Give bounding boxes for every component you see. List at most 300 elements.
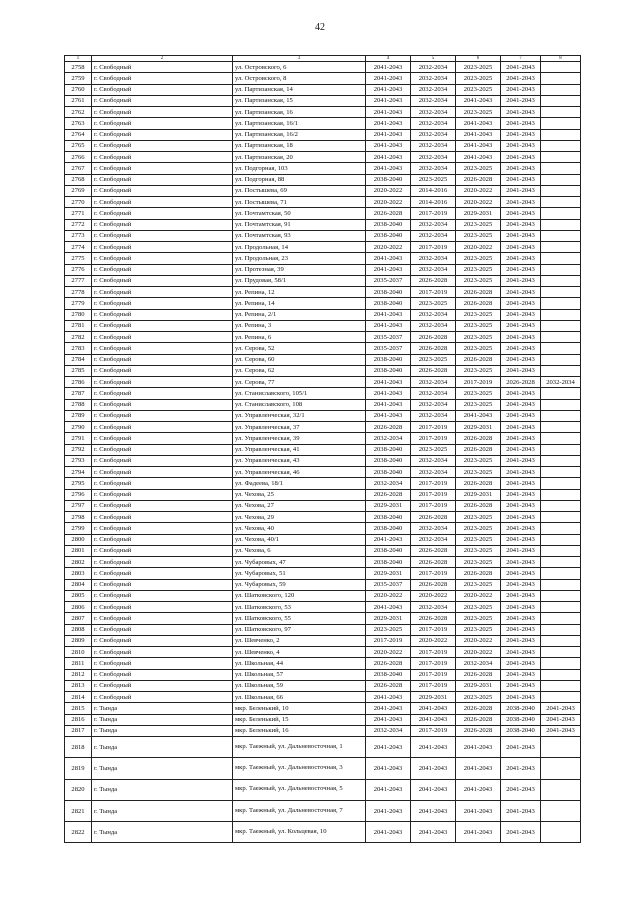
cell-period-5 bbox=[541, 343, 581, 354]
cell-period-2: 2014-2016 bbox=[411, 197, 456, 208]
register-table bbox=[64, 55, 581, 843]
cell-period-3: 2023-2025 bbox=[456, 163, 501, 174]
cell-period-3: 2026-2028 bbox=[456, 433, 501, 444]
cell-period-3: 2020-2022 bbox=[456, 185, 501, 196]
cell-period-1: 2020-2022 bbox=[366, 185, 411, 196]
cell-period-4: 2041-2043 bbox=[501, 332, 541, 343]
cell-settlement: г. Свободный bbox=[92, 399, 233, 410]
cell-settlement: г. Свободный bbox=[92, 185, 233, 196]
table-row bbox=[65, 343, 581, 354]
cell-address: ул. Чехова, 27 bbox=[233, 500, 366, 511]
cell-period-4: 2041-2043 bbox=[501, 275, 541, 286]
cell-row-number: 2803 bbox=[65, 568, 92, 579]
cell-settlement: г. Свободный bbox=[92, 219, 233, 230]
cell-period-1: 2020-2022 bbox=[366, 197, 411, 208]
cell-address: ул. Чубаровых, 51 bbox=[233, 568, 366, 579]
cell-period-2: 2017-2019 bbox=[411, 647, 456, 658]
cell-period-4: 2041-2043 bbox=[501, 95, 541, 106]
cell-period-5 bbox=[541, 107, 581, 118]
cell-row-number: 2759 bbox=[65, 73, 92, 84]
table-row bbox=[65, 568, 581, 579]
cell-period-1: 2038-2040 bbox=[366, 354, 411, 365]
cell-period-4: 2041-2043 bbox=[501, 185, 541, 196]
cell-row-number: 2814 bbox=[65, 692, 92, 703]
cell-row-number: 2782 bbox=[65, 332, 92, 343]
cell-period-1: 2035-2037 bbox=[366, 275, 411, 286]
cell-period-5 bbox=[541, 309, 581, 320]
table-row bbox=[65, 444, 581, 455]
cell-row-number: 2767 bbox=[65, 163, 92, 174]
cell-period-3: 2023-2025 bbox=[456, 602, 501, 613]
cell-period-2: 2026-2028 bbox=[411, 557, 456, 568]
cell-period-1: 2041-2043 bbox=[366, 377, 411, 388]
cell-address: ул. Чехова, 25 bbox=[233, 489, 366, 500]
cell-period-1: 2041-2043 bbox=[366, 107, 411, 118]
table-row bbox=[65, 174, 581, 185]
cell-period-3: 2023-2025 bbox=[456, 365, 501, 376]
cell-period-1: 2032-2034 bbox=[366, 725, 411, 736]
cell-period-2: 2032-2034 bbox=[411, 129, 456, 140]
cell-address: ул. Островского, 6 bbox=[233, 62, 366, 73]
cell-period-3: 2023-2025 bbox=[456, 73, 501, 84]
cell-period-3: 2023-2025 bbox=[456, 399, 501, 410]
cell-address: ул. Серова, 60 bbox=[233, 354, 366, 365]
cell-period-4: 2041-2043 bbox=[501, 365, 541, 376]
cell-period-3: 2023-2025 bbox=[456, 320, 501, 331]
cell-period-4: 2041-2043 bbox=[501, 242, 541, 253]
cell-period-5 bbox=[541, 73, 581, 84]
cell-period-5 bbox=[541, 680, 581, 691]
cell-period-4: 2041-2043 bbox=[501, 444, 541, 455]
cell-period-3: 2026-2028 bbox=[456, 354, 501, 365]
cell-settlement: г. Тында bbox=[92, 737, 233, 758]
column-number: 6 bbox=[456, 56, 501, 62]
cell-period-4: 2041-2043 bbox=[501, 140, 541, 151]
cell-settlement: г. Свободный bbox=[92, 467, 233, 478]
cell-address: мкр. Таежный, ул. Дальневосточная, 1 bbox=[233, 737, 366, 758]
cell-period-3: 2026-2028 bbox=[456, 478, 501, 489]
cell-settlement: г. Свободный bbox=[92, 669, 233, 680]
cell-period-1: 2026-2028 bbox=[366, 422, 411, 433]
table-row bbox=[65, 545, 581, 556]
cell-period-2: 2026-2028 bbox=[411, 343, 456, 354]
cell-period-1: 2038-2040 bbox=[366, 287, 411, 298]
cell-period-3: 2023-2025 bbox=[456, 84, 501, 95]
cell-row-number: 2816 bbox=[65, 714, 92, 725]
cell-period-5 bbox=[541, 253, 581, 264]
cell-period-3: 2023-2025 bbox=[456, 512, 501, 523]
cell-address: ул. Продольная, 14 bbox=[233, 242, 366, 253]
cell-settlement: г. Свободный bbox=[92, 287, 233, 298]
cell-period-3: 2023-2025 bbox=[456, 534, 501, 545]
cell-period-1: 2023-2025 bbox=[366, 624, 411, 635]
cell-settlement: г. Свободный bbox=[92, 140, 233, 151]
cell-row-number: 2799 bbox=[65, 523, 92, 534]
cell-settlement: г. Свободный bbox=[92, 253, 233, 264]
cell-period-2: 2032-2034 bbox=[411, 163, 456, 174]
cell-period-2: 2017-2019 bbox=[411, 680, 456, 691]
cell-settlement: г. Тында bbox=[92, 822, 233, 843]
cell-row-number: 2768 bbox=[65, 174, 92, 185]
cell-period-4: 2041-2043 bbox=[501, 230, 541, 241]
cell-period-2: 2032-2034 bbox=[411, 230, 456, 241]
cell-period-5 bbox=[541, 669, 581, 680]
table-row bbox=[65, 692, 581, 703]
cell-period-1: 2041-2043 bbox=[366, 410, 411, 421]
cell-settlement: г. Свободный bbox=[92, 275, 233, 286]
cell-settlement: г. Тында bbox=[92, 800, 233, 821]
cell-period-3: 2023-2025 bbox=[456, 275, 501, 286]
cell-period-1: 2041-2043 bbox=[366, 399, 411, 410]
cell-address: ул. Шевченко, 4 bbox=[233, 647, 366, 658]
cell-period-2: 2017-2019 bbox=[411, 433, 456, 444]
cell-period-2: 2032-2034 bbox=[411, 73, 456, 84]
cell-row-number: 2761 bbox=[65, 95, 92, 106]
cell-settlement: г. Свободный bbox=[92, 523, 233, 534]
cell-period-1: 2041-2043 bbox=[366, 253, 411, 264]
column-number: 4 bbox=[366, 56, 411, 62]
cell-address: ул. Управленческая, 32/1 bbox=[233, 410, 366, 421]
cell-period-2: 2032-2034 bbox=[411, 84, 456, 95]
table-row bbox=[65, 703, 581, 714]
cell-address: ул. Шатковского, 120 bbox=[233, 590, 366, 601]
cell-address: ул. Протезная, 39 bbox=[233, 264, 366, 275]
cell-period-5 bbox=[541, 613, 581, 624]
cell-period-5 bbox=[541, 568, 581, 579]
cell-period-3: 2023-2025 bbox=[456, 455, 501, 466]
cell-period-2: 2020-2022 bbox=[411, 590, 456, 601]
cell-address: ул. Партизанская, 14 bbox=[233, 84, 366, 95]
table-row bbox=[65, 332, 581, 343]
table-row bbox=[65, 365, 581, 376]
cell-address: ул. Репина, 2/1 bbox=[233, 309, 366, 320]
cell-period-4: 2041-2043 bbox=[501, 489, 541, 500]
cell-period-5 bbox=[541, 129, 581, 140]
cell-period-5 bbox=[541, 579, 581, 590]
cell-address: ул. Шевченко, 2 bbox=[233, 635, 366, 646]
cell-row-number: 2807 bbox=[65, 613, 92, 624]
cell-period-5 bbox=[541, 399, 581, 410]
cell-period-5 bbox=[541, 163, 581, 174]
cell-row-number: 2766 bbox=[65, 152, 92, 163]
table-row bbox=[65, 242, 581, 253]
cell-period-4: 2041-2043 bbox=[501, 568, 541, 579]
cell-period-1: 2020-2022 bbox=[366, 242, 411, 253]
cell-period-5 bbox=[541, 692, 581, 703]
cell-period-3: 2023-2025 bbox=[456, 62, 501, 73]
cell-settlement: г. Свободный bbox=[92, 174, 233, 185]
cell-address: ул. Партизанская, 18 bbox=[233, 140, 366, 151]
cell-period-2: 2032-2034 bbox=[411, 107, 456, 118]
table-row bbox=[65, 669, 581, 680]
cell-period-4: 2041-2043 bbox=[501, 208, 541, 219]
cell-row-number: 2791 bbox=[65, 433, 92, 444]
cell-period-3: 2026-2028 bbox=[456, 444, 501, 455]
cell-address: ул. Продольная, 23 bbox=[233, 253, 366, 264]
cell-address: ул. Репина, 6 bbox=[233, 332, 366, 343]
cell-period-5 bbox=[541, 478, 581, 489]
cell-period-4: 2041-2043 bbox=[501, 298, 541, 309]
cell-settlement: г. Свободный bbox=[92, 118, 233, 129]
cell-period-3: 2041-2043 bbox=[456, 140, 501, 151]
cell-period-2: 2032-2034 bbox=[411, 309, 456, 320]
cell-period-5 bbox=[541, 332, 581, 343]
cell-address: ул. Чубаровых, 59 bbox=[233, 579, 366, 590]
cell-address: ул. Управленческая, 46 bbox=[233, 467, 366, 478]
cell-row-number: 2775 bbox=[65, 253, 92, 264]
cell-period-2: 2032-2034 bbox=[411, 95, 456, 106]
cell-period-3: 2023-2025 bbox=[456, 343, 501, 354]
cell-period-3: 2026-2028 bbox=[456, 714, 501, 725]
cell-row-number: 2817 bbox=[65, 725, 92, 736]
cell-period-1: 2029-2031 bbox=[366, 500, 411, 511]
cell-address: ул. Чехова, 29 bbox=[233, 512, 366, 523]
cell-row-number: 2785 bbox=[65, 365, 92, 376]
cell-settlement: г. Свободный bbox=[92, 647, 233, 658]
cell-period-1: 2041-2043 bbox=[366, 73, 411, 84]
cell-row-number: 2804 bbox=[65, 579, 92, 590]
cell-address: ул. Чехова, 40/1 bbox=[233, 534, 366, 545]
cell-address: мкр. Беленький, 15 bbox=[233, 714, 366, 725]
cell-row-number: 2779 bbox=[65, 298, 92, 309]
cell-settlement: г. Свободный bbox=[92, 692, 233, 703]
cell-period-4: 2041-2043 bbox=[501, 129, 541, 140]
cell-period-1: 2038-2040 bbox=[366, 467, 411, 478]
cell-period-2: 2026-2028 bbox=[411, 545, 456, 556]
page-number: 42 bbox=[315, 22, 325, 33]
cell-period-3: 2041-2043 bbox=[456, 95, 501, 106]
cell-settlement: г. Свободный bbox=[92, 455, 233, 466]
cell-period-4: 2041-2043 bbox=[501, 737, 541, 758]
cell-period-5 bbox=[541, 264, 581, 275]
cell-address: ул. Серова, 62 bbox=[233, 365, 366, 376]
table-row bbox=[65, 84, 581, 95]
cell-period-4: 2026-2028 bbox=[501, 377, 541, 388]
cell-address: ул. Партизанская, 16/2 bbox=[233, 129, 366, 140]
cell-period-2: 2032-2034 bbox=[411, 534, 456, 545]
cell-address: ул. Управленческая, 39 bbox=[233, 433, 366, 444]
cell-address: ул. Шатковского, 97 bbox=[233, 624, 366, 635]
cell-row-number: 2792 bbox=[65, 444, 92, 455]
cell-period-5 bbox=[541, 208, 581, 219]
cell-settlement: г. Свободный bbox=[92, 624, 233, 635]
cell-period-1: 2038-2040 bbox=[366, 219, 411, 230]
cell-period-2: 2041-2043 bbox=[411, 800, 456, 821]
table-row bbox=[65, 73, 581, 84]
cell-settlement: г. Свободный bbox=[92, 242, 233, 253]
table-row bbox=[65, 388, 581, 399]
cell-period-3: 2041-2043 bbox=[456, 779, 501, 800]
cell-period-5 bbox=[541, 197, 581, 208]
cell-period-3: 2023-2025 bbox=[456, 332, 501, 343]
table-row bbox=[65, 129, 581, 140]
cell-row-number: 2760 bbox=[65, 84, 92, 95]
cell-settlement: г. Тында bbox=[92, 758, 233, 779]
cell-row-number: 2765 bbox=[65, 140, 92, 151]
cell-period-4: 2041-2043 bbox=[501, 590, 541, 601]
cell-settlement: г. Свободный bbox=[92, 602, 233, 613]
cell-period-5 bbox=[541, 365, 581, 376]
cell-period-4: 2041-2043 bbox=[501, 602, 541, 613]
cell-period-1: 2041-2043 bbox=[366, 309, 411, 320]
cell-period-2: 2032-2034 bbox=[411, 320, 456, 331]
cell-row-number: 2778 bbox=[65, 287, 92, 298]
cell-period-4: 2041-2043 bbox=[501, 557, 541, 568]
cell-settlement: г. Свободный bbox=[92, 489, 233, 500]
table-row bbox=[65, 822, 581, 843]
cell-settlement: г. Свободный bbox=[92, 422, 233, 433]
cell-period-4: 2041-2043 bbox=[501, 264, 541, 275]
cell-address: ул. Чехова, 6 bbox=[233, 545, 366, 556]
cell-period-4: 2041-2043 bbox=[501, 354, 541, 365]
cell-period-2: 2026-2028 bbox=[411, 332, 456, 343]
cell-row-number: 2818 bbox=[65, 737, 92, 758]
table-row bbox=[65, 152, 581, 163]
table-row bbox=[65, 779, 581, 800]
cell-period-4: 2041-2043 bbox=[501, 624, 541, 635]
cell-period-1: 2038-2040 bbox=[366, 545, 411, 556]
cell-period-2: 2032-2034 bbox=[411, 467, 456, 478]
cell-address: ул. Чехова, 40 bbox=[233, 523, 366, 534]
cell-address: мкр. Таежный, ул. Дальневосточная, 7 bbox=[233, 800, 366, 821]
cell-settlement: г. Свободный bbox=[92, 557, 233, 568]
cell-period-2: 2023-2025 bbox=[411, 354, 456, 365]
cell-period-4: 2041-2043 bbox=[501, 680, 541, 691]
cell-row-number: 2798 bbox=[65, 512, 92, 523]
cell-period-1: 2038-2040 bbox=[366, 557, 411, 568]
cell-period-2: 2017-2019 bbox=[411, 669, 456, 680]
cell-period-1: 2032-2034 bbox=[366, 478, 411, 489]
cell-period-5: 2041-2043 bbox=[541, 714, 581, 725]
cell-period-4: 2041-2043 bbox=[501, 658, 541, 669]
cell-period-4: 2041-2043 bbox=[501, 163, 541, 174]
cell-address: ул. Фадеева, 18/1 bbox=[233, 478, 366, 489]
cell-row-number: 2781 bbox=[65, 320, 92, 331]
cell-address: ул. Станиславского, 108 bbox=[233, 399, 366, 410]
cell-period-4: 2041-2043 bbox=[501, 523, 541, 534]
table-row bbox=[65, 658, 581, 669]
cell-period-2: 2020-2022 bbox=[411, 635, 456, 646]
table-row bbox=[65, 118, 581, 129]
cell-period-1: 2041-2043 bbox=[366, 62, 411, 73]
table-row bbox=[65, 399, 581, 410]
table-row bbox=[65, 275, 581, 286]
cell-settlement: г. Свободный bbox=[92, 320, 233, 331]
cell-settlement: г. Свободный bbox=[92, 332, 233, 343]
cell-period-2: 2032-2034 bbox=[411, 410, 456, 421]
cell-settlement: г. Свободный bbox=[92, 444, 233, 455]
cell-period-5 bbox=[541, 298, 581, 309]
table-row bbox=[65, 523, 581, 534]
cell-row-number: 2795 bbox=[65, 478, 92, 489]
cell-period-2: 2017-2019 bbox=[411, 725, 456, 736]
cell-row-number: 2764 bbox=[65, 129, 92, 140]
cell-period-2: 2017-2019 bbox=[411, 624, 456, 635]
table-row bbox=[65, 264, 581, 275]
cell-period-2: 2023-2025 bbox=[411, 444, 456, 455]
table-row bbox=[65, 208, 581, 219]
cell-period-1: 2017-2019 bbox=[366, 635, 411, 646]
table-row bbox=[65, 647, 581, 658]
cell-period-3: 2041-2043 bbox=[456, 118, 501, 129]
cell-period-1: 2020-2022 bbox=[366, 647, 411, 658]
cell-period-5: 2041-2043 bbox=[541, 703, 581, 714]
cell-period-2: 2041-2043 bbox=[411, 779, 456, 800]
cell-period-3: 2020-2022 bbox=[456, 242, 501, 253]
cell-period-2: 2032-2034 bbox=[411, 219, 456, 230]
cell-period-3: 2023-2025 bbox=[456, 557, 501, 568]
register-table-body bbox=[65, 56, 581, 843]
cell-period-4: 2041-2043 bbox=[501, 433, 541, 444]
cell-address: мкр. Беленький, 16 bbox=[233, 725, 366, 736]
cell-period-4: 2041-2043 bbox=[501, 118, 541, 129]
cell-period-1: 2038-2040 bbox=[366, 455, 411, 466]
table-row bbox=[65, 219, 581, 230]
table-row bbox=[65, 478, 581, 489]
cell-period-5 bbox=[541, 62, 581, 73]
cell-address: ул. Серова, 52 bbox=[233, 343, 366, 354]
cell-period-3: 2041-2043 bbox=[456, 152, 501, 163]
table-row bbox=[65, 737, 581, 758]
cell-period-1: 2029-2031 bbox=[366, 613, 411, 624]
cell-period-3: 2041-2043 bbox=[456, 737, 501, 758]
cell-row-number: 2772 bbox=[65, 219, 92, 230]
cell-period-5 bbox=[541, 174, 581, 185]
cell-period-5 bbox=[541, 444, 581, 455]
cell-period-1: 2038-2040 bbox=[366, 298, 411, 309]
cell-period-1: 2026-2028 bbox=[366, 208, 411, 219]
cell-period-4: 2041-2043 bbox=[501, 253, 541, 264]
table-row bbox=[65, 624, 581, 635]
cell-row-number: 2810 bbox=[65, 647, 92, 658]
cell-period-4: 2041-2043 bbox=[501, 455, 541, 466]
table-row bbox=[65, 758, 581, 779]
cell-period-3: 2023-2025 bbox=[456, 107, 501, 118]
cell-row-number: 2758 bbox=[65, 62, 92, 73]
cell-row-number: 2819 bbox=[65, 758, 92, 779]
cell-period-2: 2017-2019 bbox=[411, 208, 456, 219]
table-row bbox=[65, 253, 581, 264]
cell-period-5 bbox=[541, 602, 581, 613]
column-number: 5 bbox=[411, 56, 456, 62]
cell-period-2: 2017-2019 bbox=[411, 658, 456, 669]
table-row bbox=[65, 298, 581, 309]
cell-settlement: г. Свободный bbox=[92, 84, 233, 95]
table-row bbox=[65, 62, 581, 73]
cell-settlement: г. Свободный bbox=[92, 635, 233, 646]
cell-period-1: 2038-2040 bbox=[366, 365, 411, 376]
cell-period-4: 2041-2043 bbox=[501, 287, 541, 298]
table-row bbox=[65, 467, 581, 478]
cell-period-3: 2026-2028 bbox=[456, 298, 501, 309]
cell-row-number: 2822 bbox=[65, 822, 92, 843]
table-row bbox=[65, 455, 581, 466]
cell-period-2: 2032-2034 bbox=[411, 377, 456, 388]
cell-row-number: 2808 bbox=[65, 624, 92, 635]
cell-row-number: 2788 bbox=[65, 399, 92, 410]
cell-settlement: г. Свободный bbox=[92, 613, 233, 624]
cell-period-1: 2041-2043 bbox=[366, 703, 411, 714]
cell-period-2: 2017-2019 bbox=[411, 500, 456, 511]
cell-period-1: 2038-2040 bbox=[366, 523, 411, 534]
table-row bbox=[65, 579, 581, 590]
cell-period-2: 2032-2034 bbox=[411, 152, 456, 163]
cell-period-2: 2017-2019 bbox=[411, 242, 456, 253]
cell-period-1: 2041-2043 bbox=[366, 129, 411, 140]
cell-address: ул. Почтамтская, 50 bbox=[233, 208, 366, 219]
cell-period-1: 2041-2043 bbox=[366, 714, 411, 725]
cell-settlement: г. Свободный bbox=[92, 298, 233, 309]
